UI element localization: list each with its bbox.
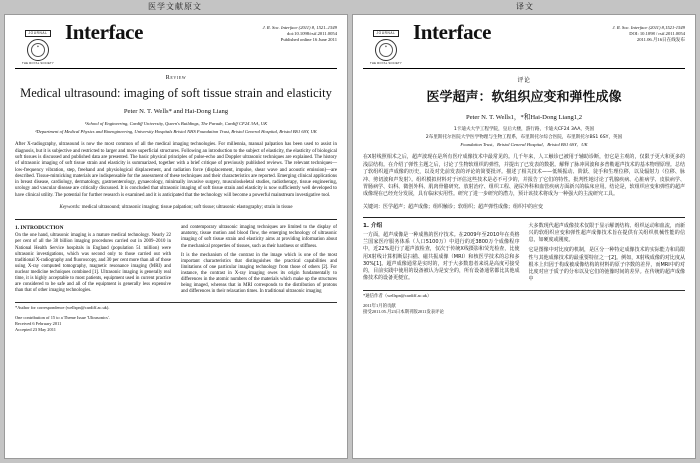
masthead-citation (263, 21, 337, 43)
society-name: THE ROYAL SOCIETY (22, 61, 54, 65)
journal-title: Interface (413, 20, 492, 44)
document-panes (0, 14, 700, 463)
affiliation-en: Foundation Trust，Bristol General Hospital，Bristol BS1 6SY，UK (460, 142, 588, 148)
abstract-text: After X-radiography, ultrasound is now the most common of all the medical imaging technologies. For millennia, manual palpation has been used to assist in diagnosis, but it is subjective and restricted to larger and more superficial structures. Following an introduction to the subject of elasticity, the elasticity of biological soft tissues is discussed and published data are presented. The basic physical principles of pulse-echo and Doppler ultrasonic techniques are explained. The history of ultrasonic imaging of soft tissue strain and elasticity is summarized, together with a brief critique of previously published reviews. The relevant techniques—low-frequency vibration, step, freehand and physiological displacement, and radiation force (displacement, impulse, shear wave and acoustic emission)—are described. Tissue-mimicking materials are indispensable for the assessment of these techniques and their characteristics are reported. Emerging clinical applications in breast disease, cardiology, dermatology, gastroenterology, gynaecology, minimally invasive surgery, musculoskeletal studies, radiotherapy, tissue engineering, urology and vascular disease are critically discussed. It is concluded that ultrasonic imaging of soft tissue strain and elasticity is now sufficiently well developed to have clinical utility. The potential for further research is examined and it is anticipated that the technology will become a powerful mainstream investigative tool. (15, 142, 337, 198)
footer-line-1: 2011年1月的贡献 (363, 302, 396, 308)
journal-word: JOURNAL (373, 30, 398, 37)
section-heading-intro: 1. INTRODUCTION (15, 225, 64, 232)
masthead-title-wrap (409, 21, 612, 43)
royal-society-seal-icon (27, 39, 49, 61)
masthead-translation (363, 21, 685, 69)
footer-line-2: 接受2011.05.月23日本期刊版2011发表评论 (363, 308, 444, 314)
keywords-label: Keywords: (59, 204, 81, 210)
keywords-text: medical ultrasound; ultrasonic imaging; tissue palpation; soft tissue; ultrasonic elastography; strain in tissue (81, 204, 293, 210)
divider (15, 219, 337, 220)
body-columns (363, 223, 685, 286)
article-authors: Peter N. T. Wells* and Hai-Dong Liang (123, 108, 229, 116)
journal-logo (363, 21, 409, 65)
citation-line-3: 2011.06.月16日在线发布 (636, 37, 685, 42)
page-original[interactable] (4, 14, 348, 459)
seal-text: ◈ (37, 45, 39, 48)
article-authors: Peter N. T. Wells1，*和Hai-Dong Liang1,2 (465, 114, 583, 122)
citation-line-1: J. R. Soc. Interface (2011) 8, 1521–1549 (262, 25, 337, 30)
footer-meta (15, 315, 337, 333)
header-label-translation: 译文 (516, 2, 534, 11)
paragraph: It is the mechanism of the contrast in the image which is one of the most important characteristics that distinguishes the practical capabilities and limitations of one particular imaging technology from those of others [2]. For instance, the contrast in X-ray imaging owes its origin fundamentally to differences in the atomic numbers of the materials which make up the structures being imaged, whereas that in MRI corresponds to the distribution of protons and differences in their relaxation times. In traditional ultrasonic imaging (181, 252, 337, 295)
corresponding-author-note: *通信作者（wellspn@cardiff.ac.uk） (363, 290, 685, 299)
masthead-title-wrap (61, 21, 263, 43)
society-name: THE ROYAL SOCIETY (370, 61, 402, 65)
affiliation-2: 2布里斯托尔医院大学医学物理与生物工程系，布里斯托尔综合医院，布里斯托尔BS1 6SY，英国 (425, 134, 623, 140)
divider (363, 217, 685, 218)
affiliation-2: ²Department of Medical Physics and Bioengineering, University Hospitals Bristol NHS Foundation Trust, Bristol General Hospital, Bristol BS1 6SY, UK (35, 129, 317, 135)
abstract-text: 在X射线照相术之后，超声波现在是所有医疗成像技术中最常见的。几千年来，人工触诊已被用于辅助诊断，但它是主观的，仅限于更大和更多的浅层结构。在介绍了弹性主题之后，讨论了生物软组织的弹性，并提出了已发表的数据。解释了脉冲回波和多普勒超声技术的基本物理原理。总结了软组织超声成像的历史，以及对先前发表的评论的简要批评。描述了相关技术——低频振动、阶跃、徒手和生理位移，以及辐射力（位移、脉冲、剪切波和声发射）。组织模拟材料对于评估这些技术是必不可少的，并报告了它们的特性。批判性地讨论了乳腺疾病、心脏病学、皮肤病学、胃肠病学、妇科、微创外科、肌肉骨骼研究、放射治疗、组织工程、泌尿外科和血管疾病方面新兴的临床应用。结论是，软组织应变和弹性的超声成像现在已经充分发展，具有临床实用性。研究了进一步研究的潜力，预计该技术将成为一种强大的主流研究工具。 (363, 154, 685, 198)
section-heading-intro: 1. 介绍 (363, 222, 383, 229)
keywords-block (15, 205, 337, 211)
paragraph: 它是图像中对比度的机制，是区分一种特定成像技术的实际能力和局限性与其他成像技术的最重要特征之一[2]。例如，X射线成像的对比度从根本上归因于构成被成像结构的材料的原子序数的差异，而MRI中的对比度对应于质子的分布以及它们的弛豫时间的差异。在传统的超声成像中 (528, 247, 685, 283)
citation-line-2: DOI: 10.1098 / rsif.2011.0054 (629, 31, 685, 36)
royal-society-seal-icon (375, 39, 397, 61)
footer-line-2: Received 6 February 2011 (15, 320, 62, 326)
masthead-citation (612, 21, 685, 43)
viewer-header (0, 0, 700, 14)
article-title: Medical ultrasound: imaging of soft tissue strain and elasticity (20, 86, 332, 101)
header-label-source: 医学文献原文 (148, 2, 202, 11)
affiliation-1: ¹School of Engineering, Cardiff University, Queen's Buildings, The Parade, Cardiff CF24 3AA, UK (84, 121, 268, 127)
paragraph: 大多数现代超声成像技术仅限于显示解剖结构、组织运动和血流，而新兴的软组织应变和弹性超声成像技术旨在提供有关组织机械性能的信息，如硬度或刚度。 (528, 222, 685, 244)
corresponding-author-note: *Author for correspondence (wellspn@cardiff.ac.uk). (15, 302, 337, 311)
article-type: 评论 (517, 78, 531, 85)
journal-logo (15, 21, 61, 65)
citation-line-1: J. R. Soc. Interface (2011) 8,1521-1549 (612, 25, 685, 30)
masthead-original (15, 21, 337, 69)
journal-word: JOURNAL (25, 30, 50, 37)
journal-title: Interface (65, 20, 144, 44)
body-columns (15, 225, 337, 298)
article-type: Review (165, 75, 187, 82)
seal-text: ◈ (385, 45, 387, 48)
citation-line-2: doi:10.1098/rsif.2011.0054 (287, 31, 337, 36)
citation-line-3: Published online 16 June 2011 (280, 37, 337, 42)
article-title: 医学超声：软组织应变和弹性成像 (426, 90, 622, 106)
footer-line-3: Accepted 23 May 2011 (15, 326, 56, 332)
paragraph: and contemporary ultrasonic imaging techniques are limited to the display of anatomy, tissue motion and blood flow, the emerging technology of ultrasonic imaging of soft tissue strain and elasticity aims at providing information about the mechanical properties of tissues, such as their hardness or stiffness. (181, 225, 337, 249)
paragraph: 一方面，超声成像是一种成熟的医疗技术。在2009年至2010年在英格兰国家医疗服务体系（人口5100万）中进行的近3800万个成像程序中，近22%进行了超声波检查，仅次于传统X线摄影和荧光检查，比使用X射线计算机断层扫描、磁共振成像（MRI）和核医学技术的总和多30%[1]。超声成像通常是实时的，对于大多数患者来说是高度可接受的，目前实践中使用的设备被认为是安全的，所有设备通常都比其他成像技术的设备更便宜。 (363, 232, 520, 282)
page-translation[interactable] (352, 14, 696, 459)
footer-meta (363, 303, 685, 315)
paragraph: On the one hand, ultrasonic imaging is a mature medical technology. Nearly 22 per cent of all the 38 billion imaging procedures carried out in 2009–2010 in National Health Service hospitals in England (population 51 million) were ultrasonic investigations, which was second only to those carried out with traditional X-radiography and fluoroscopy, and 30 per cent more than all of those using X-ray computed tomography, magnetic resonance imaging (MRI) and nuclear medicine techniques combined [1]. Ultrasonic imaging is generally real time, it is highly acceptable to most patients, equipment used in current practice are considered to be safe and all of the equipment is generally less expensive than that of other imaging technologies. (15, 233, 171, 294)
affiliation-1: 1卡迪夫大学工程学院，皇后大楼，游行路，卡迪夫CF24 3AA，英国 (453, 127, 595, 133)
keywords-block: 关键词：医学超声；超声成像；组织触诊；软组织；超声弹性成像；组织中的应变 (363, 203, 544, 210)
footer-line-1: One contribution of 15 to a Theme Issue 'Ultrasonics'. (15, 314, 110, 320)
